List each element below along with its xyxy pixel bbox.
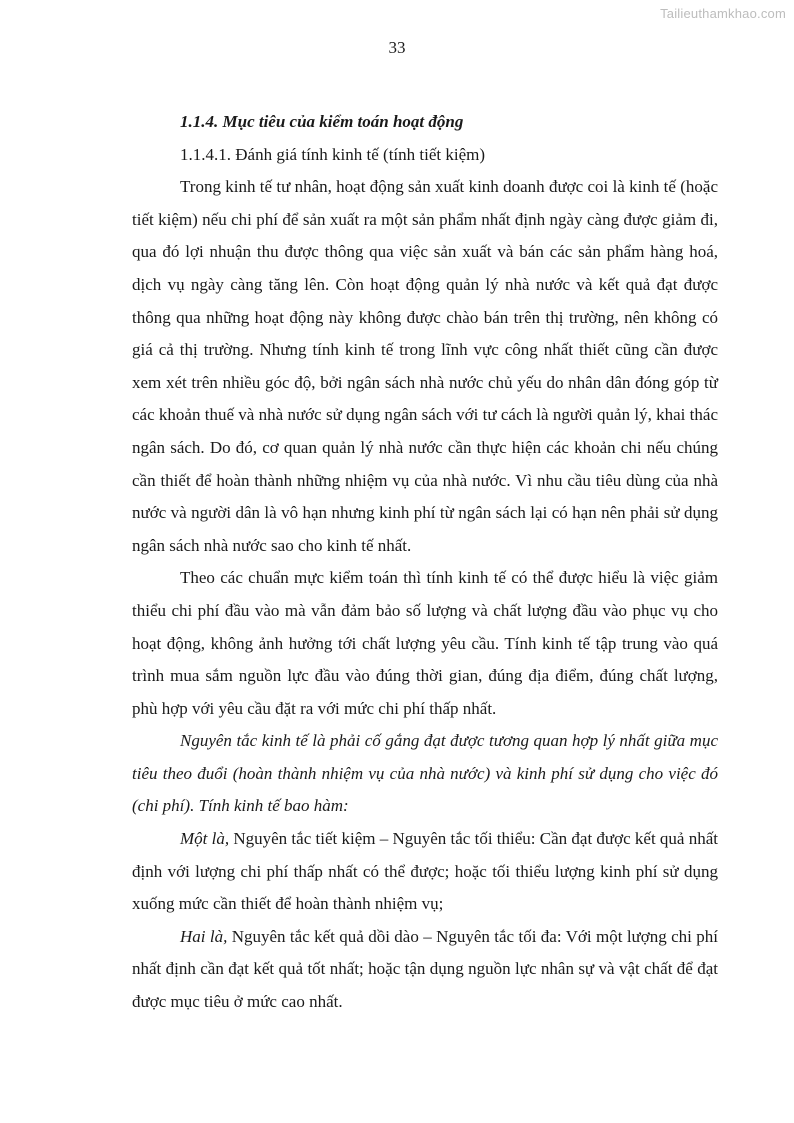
watermark: Tailieuthamkhao.com	[660, 6, 786, 21]
item-lead: Hai là,	[180, 926, 228, 946]
section-heading: 1.1.4. Mục tiêu của kiểm toán hoạt động	[180, 112, 464, 131]
item-text: Nguyên tắc tiết kiệm – Nguyên tắc tối thiểu: Cần đạt được kết quả nhất định với lượng chi phí thấp nhất có thể được; hoặc tối thiểu lượng kinh phí sử dụng xuống mức cần thiết để hoàn thành nhiệm vụ;	[132, 829, 718, 914]
page-number: 33	[388, 38, 406, 57]
paragraph: Trong kinh tế tư nhân, hoạt động sản xuất kinh doanh được coi là kinh tế (hoặc tiết kiệm) nếu chi phí để sản xuất ra một sản phẩm nhất định ngày càng được giảm đi, qua đó lợi nhuận thu được thông qua việc sản xuất và bán các sản phẩm hàng hoá, dịch vụ ngày càng tăng lên. Còn hoạt động quản lý nhà nước và kết quả đạt được thông qua những hoạt động này không được chào bán trên thị trường, nên không có giá cả thị trường. Nhưng tính kinh tế trong lĩnh vực công nhất thiết cũng cần được xem xét trên nhiều góc độ, bởi ngân sách nhà nước chủ yếu do nhân dân đóng góp từ các khoản thuế và nhà nước sử dụng ngân sách với tư cách là người quản lý, khai thác ngân sách. Do đó, cơ quan quản lý nhà nước cần thực hiện các khoản chi nếu chúng cần thiết để hoàn thành những nhiệm vụ của nhà nước. Vì nhu cầu tiêu dùng của nhà nước và người dân là vô hạn nhưng kinh phí từ ngân sách lại có hạn nên phải sử dụng ngân sách nhà nước sao cho kinh tế nhất.	[132, 177, 718, 555]
paragraph-item	[132, 921, 718, 1019]
subsection-heading: 1.1.4.1. Đánh giá tính kinh tế (tính tiết kiệm)	[180, 144, 486, 164]
item-lead: Một là,	[180, 829, 230, 849]
paragraph-italic: Nguyên tắc kinh tế là phải cố gắng đạt được tương quan hợp lý nhất giữa mục tiêu theo đuổi (hoàn thành nhiệm vụ của nhà nước) và kinh phí sử dụng cho việc đó (chi phí). Tính kinh tế bao hàm:	[132, 731, 718, 816]
paragraph: Theo các chuẩn mực kiểm toán thì tính kinh tế có thể được hiểu là việc giảm thiểu chi phí đầu vào mà vẫn đảm bảo số lượng và chất lượng đầu vào phục vụ cho hoạt động, không ảnh hưởng tới chất lượng yêu cầu. Tính kinh tế tập trung vào quá trình mua sắm nguồn lực đầu vào đúng thời gian, đúng địa điểm, đúng chất lượng, phù hợp với yêu cầu đặt ra với mức chi phí thấp nhất.	[132, 568, 718, 718]
paragraph-item	[132, 823, 718, 921]
item-text: Nguyên tắc kết quả dồi dào – Nguyên tắc tối đa: Với một lượng chi phí nhất định cần đạt kết quả tốt nhất; hoặc tận dụng nguồn lực nhân sự và vật chất để đạt được mục tiêu ở mức cao nhất.	[132, 926, 718, 1012]
document-body	[132, 106, 718, 1019]
